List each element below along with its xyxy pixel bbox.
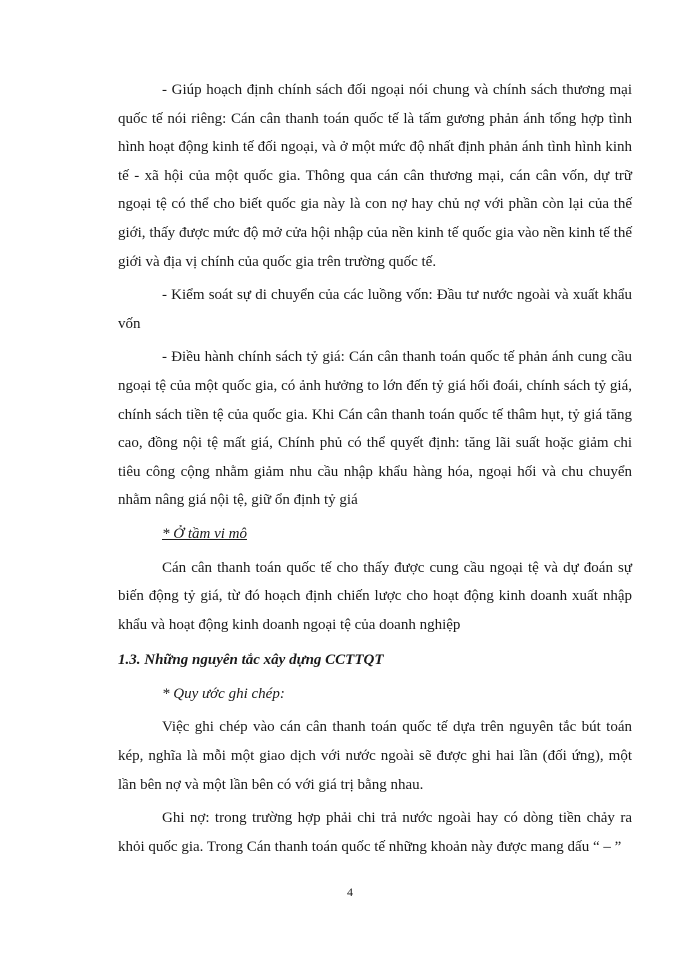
section-heading: 1.3. Những nguyên tắc xây dựng CCTTQT [118, 652, 384, 669]
micro-level-heading [118, 520, 632, 549]
page-number: 4 [347, 885, 353, 899]
paragraph-exchange-rate: - Điều hành chính sách tỷ giá: Cán cân thanh toán quốc tế phản ánh cung cầu ngoại tệ của một quốc gia, có ảnh hưởng to lớn đến tỷ giá hối đoái, chính sách tỷ giá, chính sách tiền tệ của quốc gia. Khi Cán cân thanh toán quốc tế thâm hụt, tỷ giá tăng cao, đồng nội tệ mất giá, Chính phủ có thể quyết định: tăng lãi suất hoặc giảm chi tiêu công cộng nhằm giảm nhu cầu nhập khẩu hàng hóa, ngoại hối và chu chuyển nhằm nâng giá nội tệ, giữ ổn định tỷ giá [118, 349, 632, 509]
convention-heading-text: * Quy ước ghi chép: [162, 685, 285, 702]
page-body [118, 76, 632, 866]
convention-heading [118, 680, 632, 709]
paragraph-debit: Ghi nợ: trong trường hợp phải chi trả nước ngoài hay có dòng tiền chảy ra khỏi quốc gia. Trong Cán thanh toán quốc tế những khoản này được mang dấu “ – ” [118, 810, 632, 855]
paragraph-micro-level: Cán cân thanh toán quốc tế cho thấy được cung cầu ngoại tệ và dự đoán sự biến động tỷ giá, từ đó hoạch định chiến lược cho hoạt động kinh doanh xuất nhập khẩu và hoạt động kinh doanh ngoại tệ của doanh nghiệp [118, 559, 632, 633]
micro-level-heading-text: * Ở tầm vi mô [162, 525, 247, 542]
paragraph-capital-flows: - Kiểm soát sự di chuyển của các luồng vốn: Đầu tư nước ngoài và xuất khẩu vốn [118, 287, 632, 332]
paragraph-double-entry: Việc ghi chép vào cán cân thanh toán quốc tế dựa trên nguyên tắc bút toán kép, nghĩa là mỗi một giao dịch với nước ngoài sẽ được ghi hai lần (đối ứng), một lần bên nợ và một lần bên có với giá trị bằng nhau. [118, 719, 632, 793]
paragraph-foreign-policy: - Giúp hoạch định chính sách đối ngoại nói chung và chính sách thương mại quốc tế nói riêng: Cán cân thanh toán quốc tế là tấm gương phản ánh tổng hợp tình hình hoạt động kinh tế đối ngoại, và ở một mức độ nhất định phản ánh tình hình kinh tế - xã hội của một quốc gia. Thông qua cán cân thương mại, cán cân vốn, dự trữ ngoại tệ có thể cho biết quốc gia này là con nợ hay chủ nợ với phần còn lại của thế giới, thấy được mức độ mở cửa hội nhập của nền kinh tế quốc gia vào nền kinh tế thế giới và địa vị chính của quốc gia trên trường quốc tế. [118, 82, 632, 270]
